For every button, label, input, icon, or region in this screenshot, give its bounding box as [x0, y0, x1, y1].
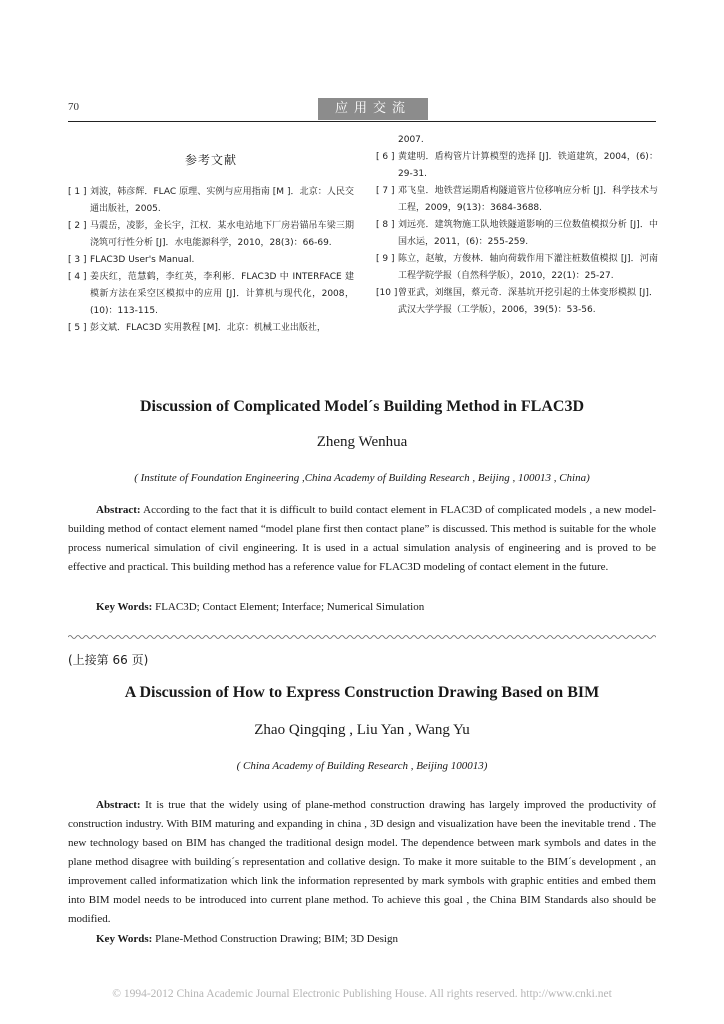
- keywords-label: Key Words:: [96, 601, 153, 613]
- header-rule: [68, 121, 656, 122]
- reference-item: [ 4 ] 姜庆红，范慧鹤，李红英，李利彬．FLAC3D 中 INTERFACE 建模新方法在采空区模拟中的应用 [J]．计算机与现代化，2008，(10)：113-115.: [68, 272, 354, 316]
- keywords-text: Plane-Method Construction Drawing; BIM; 3D Design: [152, 933, 398, 945]
- abstract-text: It is true that the widely using of plane-method construction drawing has largely improved the productivity of construction industry. With BIM maturing and expanding in china , 3D design and visualization have been the inevitable trend . The new technology based on BIM has changed the traditional design model. The dependence between mark symbols and dates in the plane method disagree with building´s representation and collative design. To make it more suitable to the BIM´s development , an improvement called informatization which link the information represented by mark symbols with graphic entities and embed them into BIM model needs to be introduced into current plane method. To achieve this goal , the China BIM Standards also should be modified.: [68, 799, 656, 925]
- article1-title: Discussion of Complicated Model´s Building Method in FLAC3D: [139, 398, 585, 415]
- references-right-column: [376, 132, 658, 319]
- abstract-label: Abstract:: [96, 799, 141, 811]
- article1-abstract: [68, 501, 656, 577]
- references-left-column: [68, 132, 354, 337]
- article2-authors: Zhao Qingqing , Liu Yan , Wang Yu: [254, 722, 470, 738]
- reference-item: [ 3 ] FLAC3D User's Manual.: [68, 255, 195, 265]
- article1-author: Zheng Wenhua: [316, 434, 408, 450]
- abstract-text: According to the fact that it is difficult to build contact element in FLAC3D of complicated models , a new model-building method of contact element named “model plane first then contact plane” is discussed. This method is suitable for the whole process numerical simulation of civil engineering. It is used in a actual simulation analysis of engineering and is proved to be effective and practical. This building method has a reference value for FLAC3D modeling of contact element in the future.: [68, 504, 656, 573]
- reference-item: [ 8 ] 刘远亮．建筑物施工队地铁隧道影响的三位数值模拟分析 [J]．中国水运，2011，(6)：255-259.: [376, 220, 658, 247]
- reference-item: [ 1 ] 刘波，韩彦辉．FLAC 原理、实例与应用指南 [M ]．北京：人民交通出版社，2005.: [68, 187, 354, 214]
- reference-item: [ 9 ] 陈立，赵敏，方俊林．轴向荷载作用下灌注桩数值模拟 [J]．河南工程学院学报（自然科学版），2010，22(1)：25-27.: [376, 254, 658, 281]
- keywords-text: FLAC3D; Contact Element; Interface; Numerical Simulation: [152, 601, 425, 613]
- reference-item: [10 ] 曾亚武，刘继国，蔡元奇．深基坑开挖引起的土体变形模拟 [J]．武汉大学学报（工学版），2006，39(5)：53-56.: [376, 288, 658, 315]
- reference-continuation: 2007.: [398, 135, 424, 145]
- keywords-label: Key Words:: [96, 933, 153, 945]
- page-number: 70: [68, 101, 79, 113]
- reference-item: [ 5 ] 彭文斌．FLAC3D 实用教程 [M]．北京：机械工业出版社，: [68, 323, 326, 333]
- article2-abstract: [68, 796, 656, 929]
- article1-keywords: [68, 598, 684, 617]
- reference-item: [ 6 ] 黄建明．盾构管片计算模型的选择 [J]．铁道建筑，2004，(6)：29-31.: [376, 152, 658, 179]
- article2-keywords: [68, 930, 684, 949]
- reference-item: [ 7 ] 邓飞皇．地铁营运期盾构隧道管片位移响应分析 [J]．科学技术与工程，2009，9(13)：3684-3688.: [376, 186, 658, 213]
- references-title: 参考文献: [184, 153, 237, 167]
- reference-item: [ 2 ] 马震岳，凌影，金长宇，江权．某水电站地下厂房岩锚吊车梁三期浇筑可行性分析 [J]．水电能源科学，2010，28(3)：66-69.: [68, 221, 354, 248]
- article2-affiliation: ( China Academy of Building Research , Beijing 100013): [236, 760, 488, 772]
- abstract-label: Abstract:: [96, 504, 141, 516]
- copyright-footer: © 1994-2012 China Academic Journal Electronic Publishing House. All rights reserved. http://www.cnki.net: [112, 988, 612, 1000]
- section-header: 应用交流: [318, 98, 428, 120]
- continued-note: (上接第 66 页): [68, 653, 149, 667]
- article1-affiliation: ( Institute of Foundation Engineering ,China Academy of Building Research , Beijing , 100013 , China): [134, 472, 590, 484]
- article2-title: A Discussion of How to Express Construction Drawing Based on BIM: [124, 684, 600, 701]
- wavy-separator: [68, 634, 656, 640]
